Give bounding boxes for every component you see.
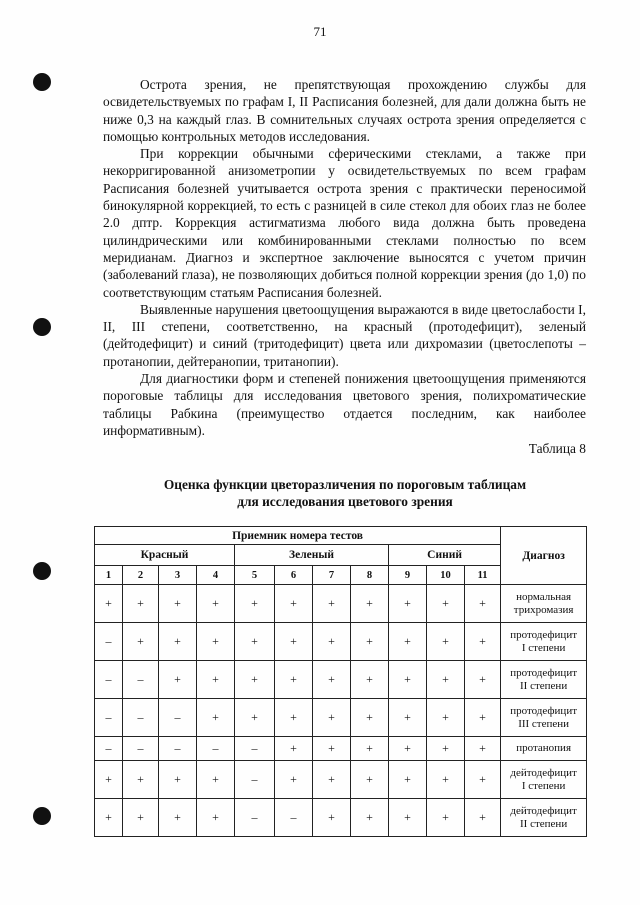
result-cell: + (427, 737, 465, 761)
diagnosis-line: нормальная (516, 590, 572, 603)
diagnosis-line: трихромазия (513, 603, 574, 616)
result-cell: + (313, 585, 351, 623)
result-cell: + (275, 661, 313, 699)
test-number: 5 (235, 566, 275, 585)
result-cell: + (313, 761, 351, 799)
result-cell: + (275, 737, 313, 761)
table-row (95, 799, 587, 837)
result-cell: + (197, 799, 235, 837)
binder-hole (33, 562, 51, 580)
result-cell: + (427, 799, 465, 837)
result-cell: + (123, 585, 159, 623)
result-cell: – (123, 661, 159, 699)
test-number: 1 (95, 566, 123, 585)
diagnosis-line: протодефицит (510, 704, 578, 717)
result-cell: + (427, 699, 465, 737)
test-number: 2 (123, 566, 159, 585)
test-number: 3 (159, 566, 197, 585)
result-cell: + (389, 699, 427, 737)
diagnosis-cell (501, 623, 587, 661)
result-cell: + (235, 585, 275, 623)
diagnosis-line: III степени (518, 717, 570, 730)
result-cell: + (465, 623, 501, 661)
result-cell: + (313, 661, 351, 699)
result-cell: + (159, 799, 197, 837)
diagnosis-cell (501, 737, 587, 761)
group-red: Красный (95, 545, 235, 566)
group-green: Зеленый (235, 545, 389, 566)
result-cell: + (313, 737, 351, 761)
diagnosis-line: дейтодефицит (510, 766, 577, 779)
header-diagnosis: Диагноз (501, 527, 587, 585)
result-cell: + (95, 761, 123, 799)
test-number: 6 (275, 566, 313, 585)
result-cell: + (197, 585, 235, 623)
result-cell: + (313, 799, 351, 837)
result-cell: – (197, 737, 235, 761)
paragraph: Выявленные нарушения цветоощущения выражаются в виде цветослабости I, II, III степени, соответственно, на красный (протодефицит), зеленый (дейтодефицит) и синий (тритодефицит) цвета или дихромазии (цветослепоты – протанопии, дейтеранопии, тританопии). (103, 301, 586, 369)
result-cell: + (123, 799, 159, 837)
result-cell: + (389, 661, 427, 699)
diagnosis-cell (501, 661, 587, 699)
test-number: 4 (197, 566, 235, 585)
diagnosis-line: I степени (521, 641, 566, 654)
result-cell: – (95, 699, 123, 737)
table-row (95, 761, 587, 799)
result-cell: + (465, 585, 501, 623)
diagnosis-cell (501, 799, 587, 837)
result-cell: + (427, 661, 465, 699)
result-cell: + (427, 623, 465, 661)
result-cell: – (275, 799, 313, 837)
paragraph: Острота зрения, не препятствующая прохождению службы для освидетельствуемых по графам I, II Расписания болезней, для дали должна быть не ниже 0,3 на каждый глаз. В сомнительных случаях острота зрения определяется с помощью контрольных методов исследования. (103, 77, 586, 144)
table-title-line: Оценка функции цветоразличения по пороговым таблицам (163, 477, 527, 492)
result-cell: + (389, 761, 427, 799)
result-cell: + (389, 737, 427, 761)
diagnosis-line: I степени (521, 779, 566, 792)
result-cell: + (351, 799, 389, 837)
result-cell: + (351, 661, 389, 699)
result-cell: + (95, 585, 123, 623)
test-number: 7 (313, 566, 351, 585)
table-row (95, 661, 587, 699)
table-row (95, 737, 587, 761)
diagnosis-line: II степени (520, 679, 568, 692)
table-label: Таблица 8 (528, 441, 586, 456)
binder-hole (33, 807, 51, 825)
diagnosis-cell (501, 585, 587, 623)
result-cell: – (123, 737, 159, 761)
paragraph: Для диагностики форм и степеней понижения цветоощущения применяются пороговые таблицы для исследования цветового зрения, полихроматические таблицы Рабкина (преимущество отдается последним, как наиболее информативным). (103, 371, 586, 438)
color-vision-table (94, 526, 587, 837)
result-cell: + (275, 623, 313, 661)
diagnosis-cell (501, 761, 587, 799)
result-cell: + (389, 623, 427, 661)
result-cell: + (123, 761, 159, 799)
table-row (95, 585, 587, 623)
result-cell: + (275, 699, 313, 737)
body-text (103, 76, 586, 439)
table-title-line: для исследования цветового зрения (237, 494, 453, 509)
result-cell: + (427, 585, 465, 623)
result-cell: + (389, 799, 427, 837)
result-cell: + (465, 699, 501, 737)
binder-hole (33, 318, 51, 336)
result-cell: + (159, 661, 197, 699)
result-cell: + (95, 799, 123, 837)
test-number: 8 (351, 566, 389, 585)
result-cell: + (159, 761, 197, 799)
result-cell: + (235, 661, 275, 699)
result-cell: – (95, 623, 123, 661)
result-cell: – (235, 737, 275, 761)
diagnosis-line: протодефицит (510, 666, 578, 679)
result-cell: + (313, 623, 351, 661)
table-row (95, 699, 587, 737)
test-number: 11 (465, 566, 501, 585)
result-cell: + (197, 623, 235, 661)
result-cell: – (123, 699, 159, 737)
result-cell: + (465, 661, 501, 699)
paragraph: При коррекции обычными сферическими стеклами, а также при некорригированной анизометропии у освидетельствуемых по всем графам Расписания болезней учитывается острота зрения с практически переносимой бинокулярной коррекцией, то есть с разницей в силе стекол для обоих глаз не более 2.0 дптр. Коррекция астигматизма любого вида должна быть проведена цилиндрическими или комбинированными стеклами полностью по всем меридианам. Диагноз и экспертное заключение выносятся с учетом причин (заболеваний глаза), не позволяющих добиться полной коррекции зрения (до 1,0) по соответствующим статьям Расписания болезней. (103, 146, 586, 300)
diagnosis-line: протодефицит (510, 628, 578, 641)
result-cell: – (159, 699, 197, 737)
header-receiver: Приемник номера тестов (95, 527, 501, 545)
result-cell: + (197, 699, 235, 737)
result-cell: + (313, 699, 351, 737)
binder-hole (33, 73, 51, 91)
result-cell: + (389, 585, 427, 623)
result-cell: + (235, 699, 275, 737)
result-cell: + (351, 585, 389, 623)
group-blue: Синий (389, 545, 501, 566)
diagnosis-line: протанопия (516, 742, 572, 754)
result-cell: + (351, 623, 389, 661)
result-cell: + (351, 699, 389, 737)
result-cell: – (95, 737, 123, 761)
result-cell: + (351, 761, 389, 799)
result-cell: + (159, 585, 197, 623)
result-cell: + (275, 761, 313, 799)
diagnosis-cell (501, 699, 587, 737)
result-cell: + (465, 761, 501, 799)
result-cell: + (123, 623, 159, 661)
table-row (95, 623, 587, 661)
result-cell: – (235, 799, 275, 837)
result-cell: – (159, 737, 197, 761)
result-cell: + (427, 761, 465, 799)
result-cell: + (235, 623, 275, 661)
result-cell: + (159, 623, 197, 661)
result-cell: – (235, 761, 275, 799)
result-cell: + (465, 737, 501, 761)
result-cell: + (197, 761, 235, 799)
page-number: 71 (313, 24, 327, 39)
table-title (0, 476, 640, 510)
test-number: 9 (389, 566, 427, 585)
result-cell: – (95, 661, 123, 699)
result-cell: + (275, 585, 313, 623)
diagnosis-line: II степени (520, 817, 568, 830)
result-cell: + (465, 799, 501, 837)
diagnosis-line: дейтодефицит (510, 804, 577, 817)
test-number: 10 (427, 566, 465, 585)
result-cell: + (351, 737, 389, 761)
result-cell: + (197, 661, 235, 699)
